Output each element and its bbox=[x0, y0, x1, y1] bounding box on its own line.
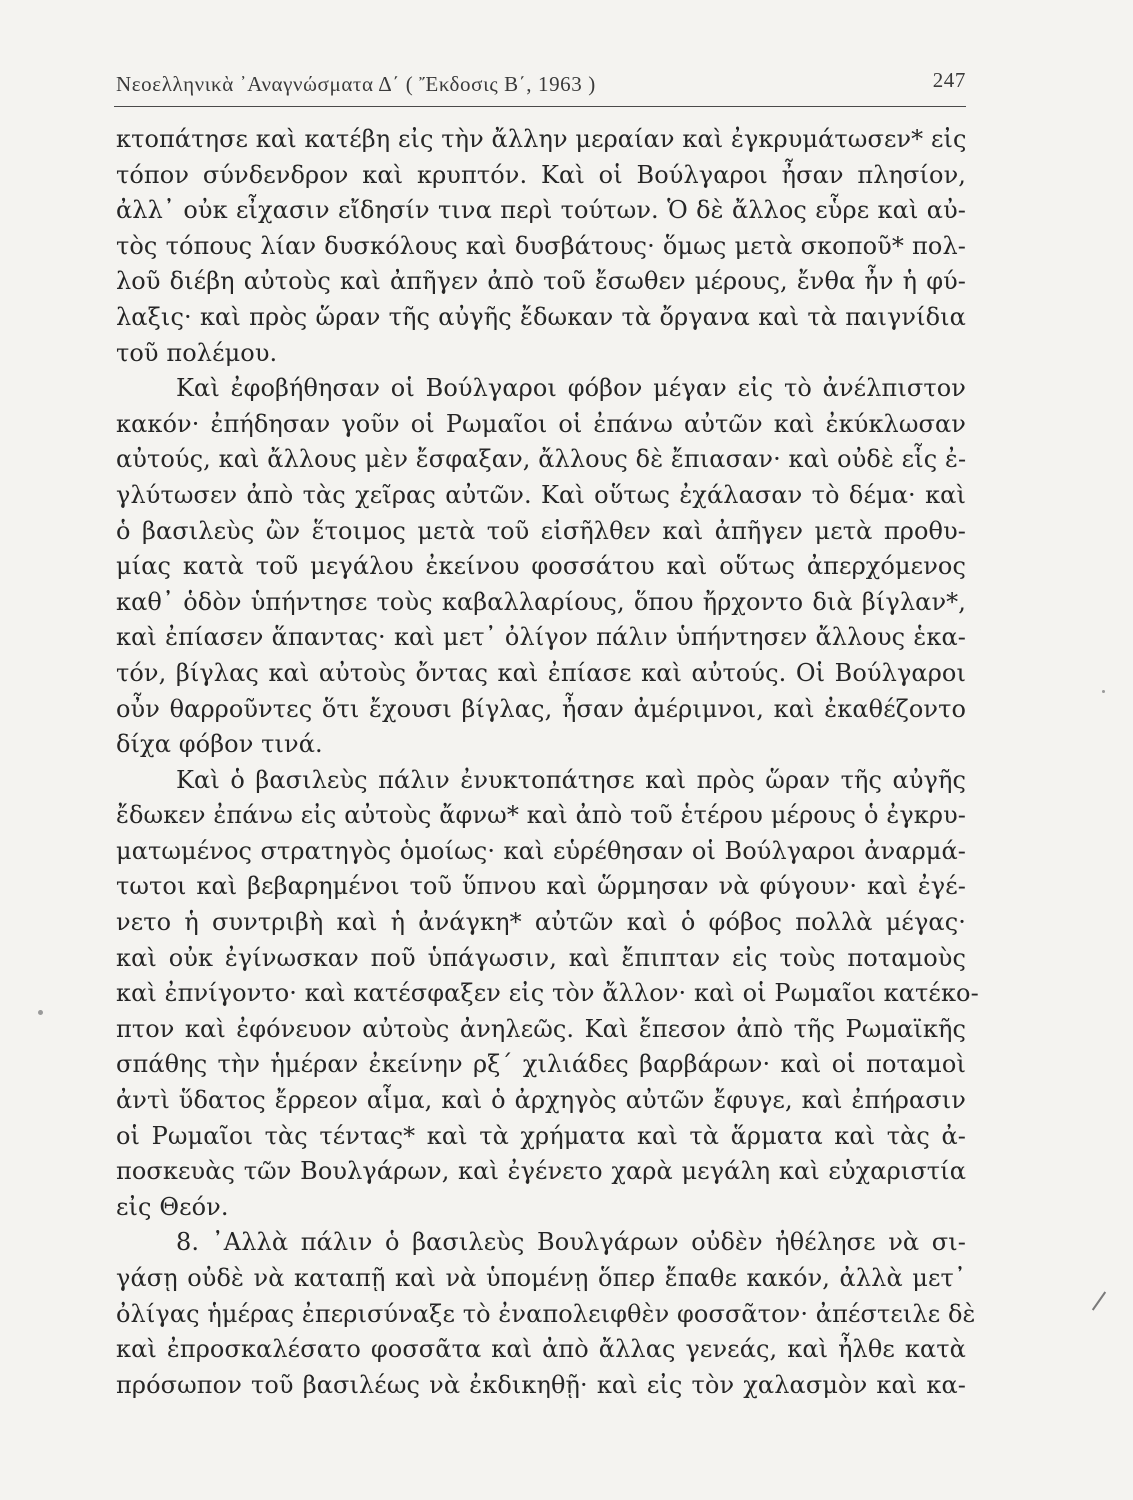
text-line: κτοπάτησε καὶ κατέβη εἰς τὴν ἄλλην μεραίαν καὶ ἐγκρυμάτωσεν* εἰς bbox=[116, 125, 967, 153]
text-line: τὸς τόπους λίαν δυσκόλους καὶ δυσβάτους· ὅμως μετὰ σκοποῦ* πολ- bbox=[116, 231, 966, 260]
paragraph-first-line: Καὶ ὁ βασιλεὺς πάλιν ἐνυκτοπάτησε καὶ πρὸς ὥραν τῆς αὐγῆς bbox=[176, 765, 966, 794]
paragraph-end-line: δίχα φόβον τινά. bbox=[116, 730, 323, 759]
text-line: ἀντὶ ὕδατος ἔρρεον αἷμα, καὶ ὁ ἀρχηγὸς αὐτῶν ἔφυγε, καὶ ἐπήρασιν bbox=[116, 1086, 966, 1115]
text-line: ὀλίγας ἡμέρας ἐπερισύναξε τὸ ἐναπολειφθὲν φοσσᾶτον· ἀπέστειλε δὲ bbox=[116, 1299, 976, 1328]
paragraph-end-line: τοῦ πολέμου. bbox=[116, 338, 278, 367]
text-line: ἔδωκεν ἐπάνω εἰς αὐτοὺς ἄφνω* καὶ ἀπὸ τοῦ ἑτέρου μέρους ὁ ἐγκρυ- bbox=[116, 801, 966, 830]
text-line: καὶ ἐπροσκαλέσατο φοσσᾶτα καὶ ἀπὸ ἄλλας γενεάς, καὶ ἦλθε κατὰ bbox=[116, 1335, 966, 1364]
body-text bbox=[116, 122, 979, 1403]
text-line: αὐτούς, καὶ ἄλλους μὲν ἔσφαξαν, ἄλλους δὲ ἔπιασαν· καὶ οὐδὲ εἷς ἐ- bbox=[116, 445, 967, 474]
text-line: καθ᾽ ὁδὸν ὑπήντησε τοὺς καβαλλαρίους, ὅπου ἤρχοντο διὰ βίγλαν*, bbox=[116, 587, 966, 616]
text-line: καὶ ἐπνίγοντο· καὶ κατέσφαξεν εἰς τὸν ἄλλον· καὶ οἱ Ρωμαῖοι κατέκο- bbox=[116, 979, 979, 1008]
text-line: μίας κατὰ τοῦ μεγάλου ἐκείνου φοσσάτου καὶ οὕτως ἀπερχόμενος bbox=[116, 552, 966, 581]
text-line: οὖν θαρροῦντες ὅτι ἔχουσι βίγλας, ἦσαν ἀμέριμνοι, καὶ ἐκαθέζοντο bbox=[116, 694, 966, 723]
text-line: νετο ἡ συντριβὴ καὶ ἡ ἀνάγκη* αὐτῶν καὶ ὁ φόβος πολλὰ μέγας· bbox=[116, 908, 966, 937]
paragraph-end-line: εἰς Θεόν. bbox=[116, 1192, 229, 1221]
text-line: τωτοι καὶ βεβαρημένοι τοῦ ὕπνου καὶ ὥρμησαν νὰ φύγουν· καὶ ἐγέ- bbox=[116, 872, 966, 901]
margin-scratch bbox=[1092, 1291, 1106, 1310]
ink-speck bbox=[38, 1010, 43, 1015]
text-line: γλύτωσεν ἀπὸ τὰς χεῖρας αὐτῶν. Καὶ οὕτως ἐχάλασαν τὸ δέμα· καὶ bbox=[116, 480, 966, 509]
paragraph-first-line: 8. ᾿Αλλὰ πάλιν ὁ βασιλεὺς Βουλγάρων οὐδὲν ἠθέλησε νὰ σι- bbox=[176, 1228, 966, 1257]
paragraph-first-line: Καὶ ἐφοβήθησαν οἱ Βούλγαροι φόβον μέγαν εἰς τὸ ἀνέλπιστον bbox=[176, 374, 966, 403]
text-line: πτον καὶ ἐφόνευον αὐτοὺς ἀνηλεῶς. Καὶ ἔπεσον ἀπὸ τῆς Ρωμαϊκῆς bbox=[116, 1014, 966, 1043]
text-line: οἱ Ρωμαῖοι τὰς τέντας* καὶ τὰ χρήματα καὶ τὰ ἅρματα καὶ τὰς ἀ- bbox=[116, 1121, 966, 1150]
page-number: 247 bbox=[932, 68, 966, 92]
text-line: σπάθης τὴν ἡμέραν ἐκείνην ρξ΄ χιλιάδες βαρβάρων· καὶ οἱ ποταμοὶ bbox=[116, 1050, 966, 1079]
running-head-title: Νεοελληνικὰ ᾿Αναγνώσματα Δ΄ ( Ἔκδοσις Β΄, 1963 ) bbox=[116, 72, 596, 96]
text-line: πρόσωπον τοῦ βασιλέως νὰ ἐκδικηθῇ· καὶ εἰς τὸν χαλασμὸν καὶ κα- bbox=[116, 1370, 966, 1399]
ink-speck bbox=[1102, 690, 1105, 693]
text-line: ποσκευὰς τῶν Βουλγάρων, καὶ ἐγένετο χαρὰ μεγάλη καὶ εὐχαριστία bbox=[116, 1157, 966, 1186]
header-rule bbox=[114, 106, 966, 107]
text-line: λοῦ διέβη αὐτοὺς καὶ ἀπῆγεν ἀπὸ τοῦ ἔσωθεν μέρους, ἔνθα ἦν ἡ φύ- bbox=[116, 267, 966, 296]
text-line: καὶ οὐκ ἐγίνωσκαν ποῦ ὑπάγωσιν, καὶ ἔπιπταν εἰς τοὺς ποταμοὺς bbox=[116, 943, 966, 972]
text-line: λαξις· καὶ πρὸς ὥραν τῆς αὐγῆς ἔδωκαν τὰ ὄργανα καὶ τὰ παιγνίδια bbox=[116, 302, 966, 331]
text-line: καὶ ἐπίασεν ἅπαντας· καὶ μετ᾽ ὀλίγον πάλιν ὑπήντησεν ἄλλους ἑκα- bbox=[116, 623, 966, 652]
text-line: γάσῃ οὐδὲ νὰ καταπῇ καὶ νὰ ὑπομένῃ ὅπερ ἔπαθε κακόν, ἀλλὰ μετ᾽ bbox=[116, 1264, 966, 1292]
text-line: ματωμένος στρατηγὸς ὁμοίως· καὶ εὑρέθησαν οἱ Βούλγαροι ἀναρμά- bbox=[116, 836, 966, 865]
text-line: ἀλλ᾽ οὐκ εἶχασιν εἴδησίν τινα περὶ τούτων. Ὁ δὲ ἄλλος εὗρε καὶ αὐ- bbox=[116, 196, 966, 225]
text-line: τόπον σύνδενδρον καὶ κρυπτόν. Καὶ οἱ Βούλγαροι ἦσαν πλησίον, bbox=[116, 160, 966, 189]
text-line: τόν, βίγλας καὶ αὐτοὺς ὄντας καὶ ἐπίασε καὶ αὐτούς. Οἱ Βούλγαροι bbox=[116, 658, 966, 687]
text-line: ὁ βασιλεὺς ὢν ἕτοιμος μετὰ τοῦ εἰσῆλθεν καὶ ἀπῆγεν μετὰ προθυ- bbox=[116, 516, 966, 545]
running-head bbox=[116, 68, 966, 104]
text-line: κακόν· ἐπήδησαν γοῦν οἱ Ρωμαῖοι οἱ ἐπάνω αὐτῶν καὶ ἐκύκλωσαν bbox=[116, 409, 966, 438]
